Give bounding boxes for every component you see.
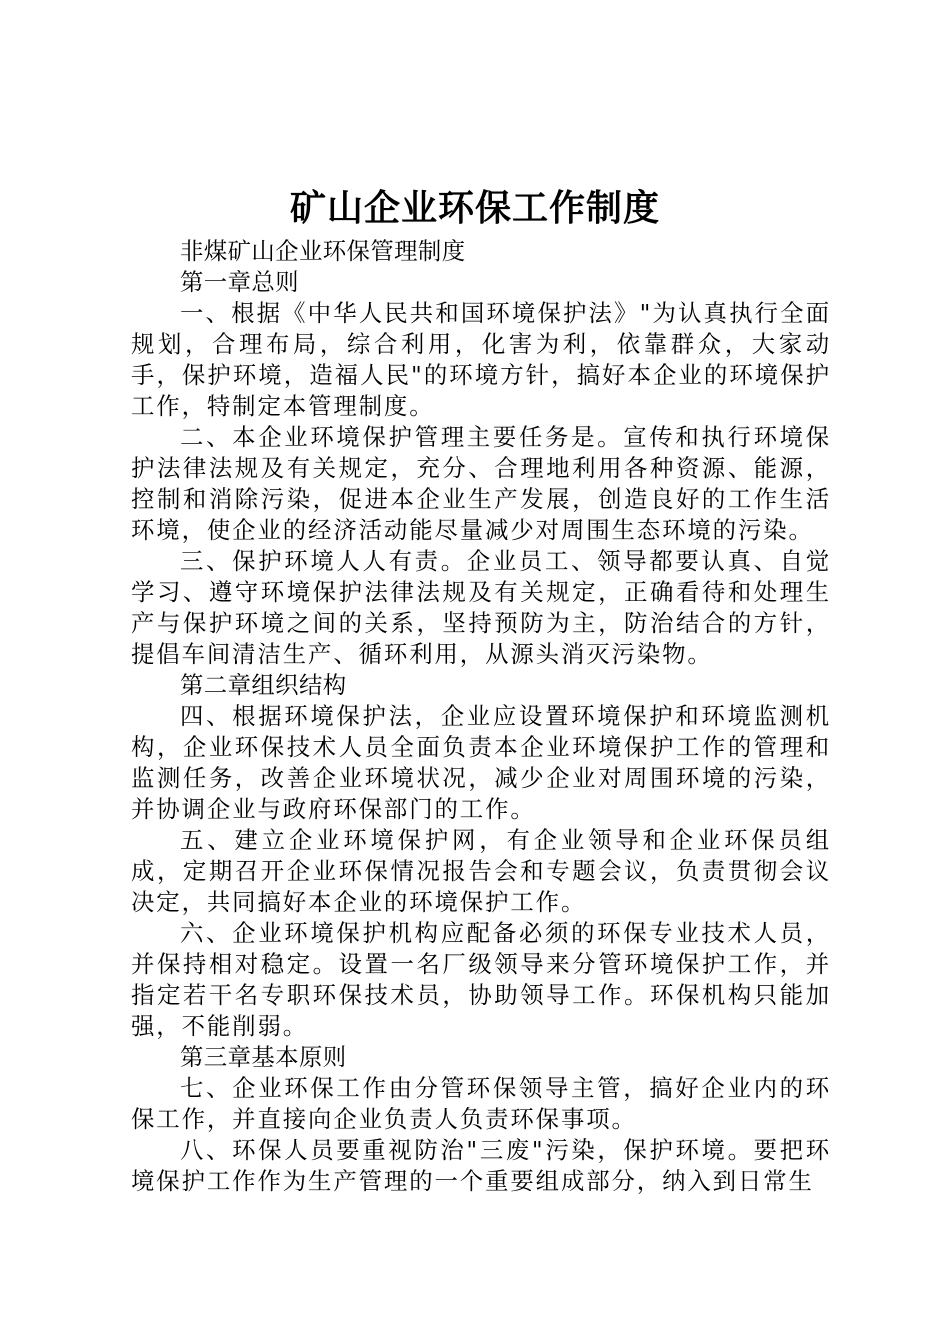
document-subtitle: 非煤矿山企业环保管理制度 [180,237,466,265]
paragraph: 七、企业环保工作由分管环保领导主管，搞好企业内的环保工作，并直接向企业负责人负责环保事项。 [131,1074,831,1133]
chapter-heading: 第一章总则 [180,268,299,296]
document-title: 矿山企业环保工作制度 [289,187,660,229]
paragraph: 二、本企业环境保护管理主要任务是。宣传和执行环境保护法律法规及有关规定，充分、合理地利用各种资源、能源，控制和消除污染，促进本企业生产发展，创造良好的工作生活环境，使企业的经济活动能尽量减少对周围生态环境的污染。 [131,423,831,544]
paragraph: 四、根据环境保护法，企业应设置环境保护和环境监测机构，企业环保技术人员全面负责本企业环境保护工作的管理和监测任务，改善企业环境状况，减少企业对周围环境的污染，并协调企业与政府环保部门的工作。 [131,702,831,823]
paragraph: 一、根据《中华人民共和国环境保护法》"为认真执行全面规划，合理布局，综合利用，化害为利，依靠群众，大家动手，保护环境，造福人民"的环境方针，搞好本企业的环境保护工作，特制定本管理制度。 [131,299,831,420]
paragraph: 五、建立企业环境保护网，有企业领导和企业环保员组成，定期召开企业环保情况报告会和专题会议，负责贯彻会议决定，共同搞好本企业的环境保护工作。 [131,826,831,916]
chapter-heading: 第二章组织结构 [180,671,347,699]
paragraph: 三、保护环境人人有责。企业员工、领导都要认真、自觉学习、遵守环境保护法律法规及有关规定，正确看待和处理生产与保护环境之间的关系，坚持预防为主，防治结合的方针，提倡车间清洁生产、循环利用，从源头消灭污染物。 [131,547,831,668]
paragraph: 六、企业环境保护机构应配备必须的环保专业技术人员，并保持相对稳定。设置一名厂级领导来分管环境保护工作，并指定若干名专职环保技术员，协助领导工作。环保机构只能加强，不能削弱。 [131,919,831,1040]
paragraph: 八、环保人员要重视防治"三废"污染，保护环境。要把环境保护工作作为生产管理的一个重要组成部分，纳入到日常生 [131,1136,831,1195]
document-body [131,236,831,1197]
chapter-heading: 第三章基本原则 [180,1043,347,1071]
